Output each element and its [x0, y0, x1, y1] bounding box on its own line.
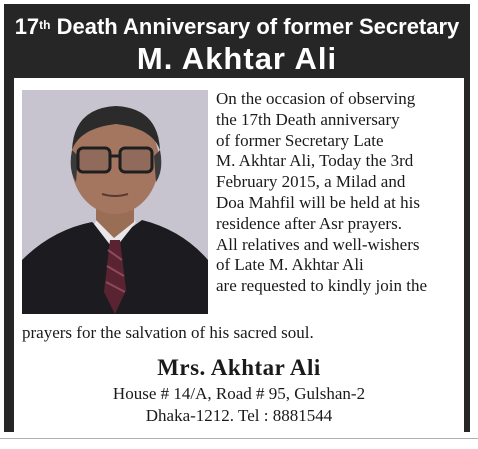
signatory-address: House # 14/A, Road # 95, Gulshan-2	[112, 384, 366, 403]
notice-frame	[4, 4, 470, 432]
portrait-illustration	[22, 90, 208, 314]
announcement-line: M. Akhtar Ali, Today the 3rd	[216, 151, 414, 171]
deceased-name: M. Akhtar Ali	[136, 41, 338, 76]
announcement-line: February 2015, a Milad and	[216, 172, 406, 192]
announcement-line: of former Secretary Late	[216, 130, 384, 150]
heading-ordinal-suffix: th	[39, 18, 51, 32]
announcement-line: Doa Mahfil will be held at his	[216, 192, 420, 212]
announcement-line: the 17th Death anniversary	[216, 109, 400, 129]
announcement-line: residence after Asr prayers.	[216, 213, 402, 233]
signatory-city-phone: Dhaka-1212. Tel : 8881544	[145, 406, 333, 425]
announcement-tail: prayers for the salvation of his sacred soul.	[22, 323, 314, 342]
heading-text: Death Anniversary of former Secretary	[50, 14, 460, 39]
notice-heading	[4, 14, 470, 40]
page-divider	[0, 438, 478, 439]
announcement-text	[216, 89, 460, 297]
signatory-name: Mrs. Akhtar Ali	[157, 355, 321, 380]
announcement-line: of Late M. Akhtar Ali	[216, 255, 364, 275]
announcement-line: are requested to kindly join the	[216, 276, 428, 296]
announcement-line: On the occasion of observing	[216, 89, 416, 108]
announcement-line: All relatives and well-wishers	[216, 234, 420, 254]
notice-body-panel	[14, 78, 464, 432]
heading-ordinal-number: 17	[14, 14, 40, 39]
portrait-photo	[22, 90, 208, 314]
